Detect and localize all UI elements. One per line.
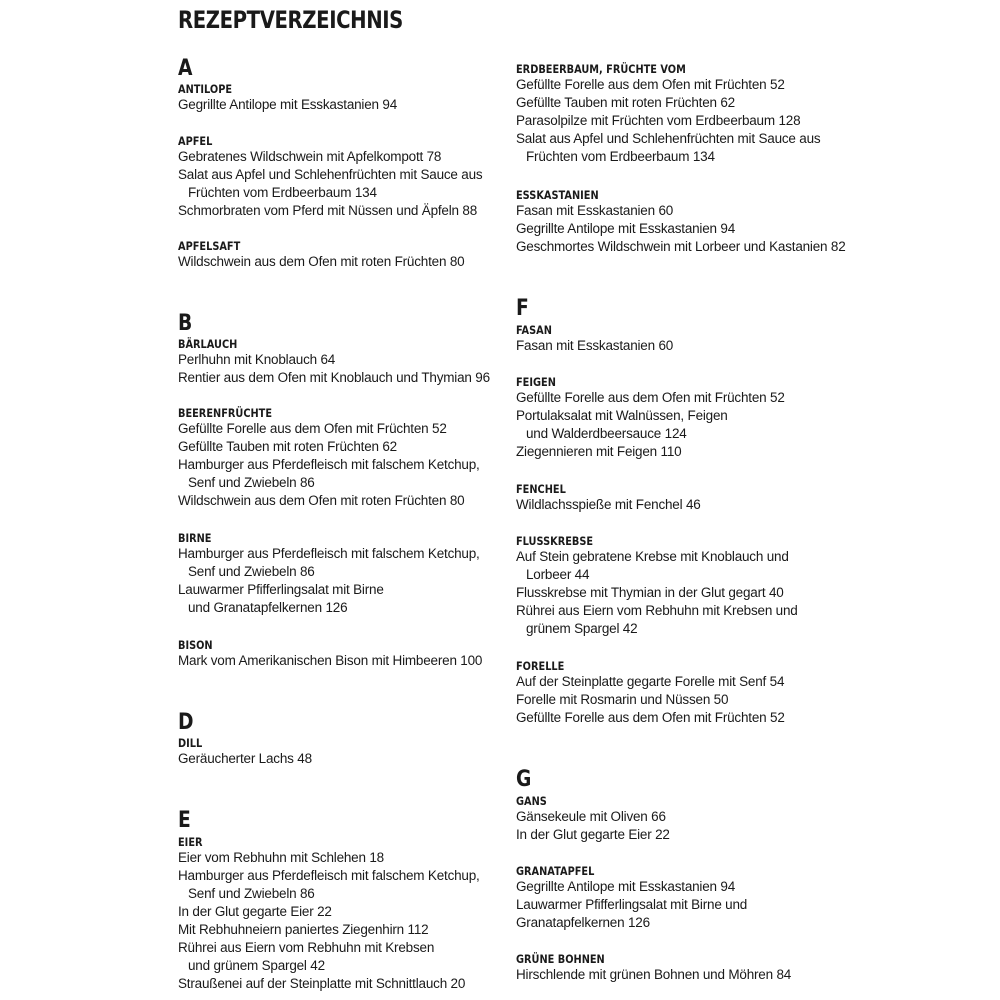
recipe-line: Lauwarmer Pfifferlingsalat mit Birne (178, 582, 384, 597)
index-keyword: EIER (178, 835, 203, 849)
index-keyword: GRANATAPFEL (516, 864, 595, 878)
recipe-line: Granatapfelkernen 126 (516, 915, 650, 930)
recipe-line: Gegrillte Antilope mit Esskastanien 94 (178, 97, 398, 112)
recipe-line: Gefüllte Forelle aus dem Ofen mit Früchten 52 (516, 77, 785, 92)
index-keyword: FASAN (516, 323, 552, 337)
index-keyword: ANTILOPE (178, 82, 233, 96)
recipe-line: Gefüllte Tauben mit roten Früchten 62 (178, 439, 397, 454)
recipe-line: Lauwarmer Pfifferlingsalat mit Birne und (516, 897, 748, 912)
recipe-line: Salat aus Apfel und Schlehenfrüchten mit Sauce aus (516, 131, 821, 146)
index-entry (516, 62, 856, 166)
index-entry (516, 952, 856, 984)
recipe-line: Früchten vom Erdbeerbaum 134 (526, 149, 715, 164)
index-entry (178, 134, 518, 220)
index-entry (516, 794, 856, 844)
recipe-line: Eier vom Rebhuhn mit Schlehen 18 (178, 850, 384, 865)
recipe-line: Portulaksalat mit Walnüssen, Feigen (516, 408, 728, 423)
recipe-line: Fasan mit Esskastanien 60 (516, 338, 674, 353)
recipe-line: Mit Rebhuhneiern paniertes Ziegenhirn 112 (178, 922, 429, 937)
recipe-line: Rührei aus Eiern vom Rebhuhn mit Krebsen (178, 940, 435, 955)
index-entry (516, 323, 856, 355)
index-entry (516, 659, 856, 727)
letter-heading: G (516, 767, 532, 792)
index-keyword: ESSKASTANIEN (516, 188, 599, 202)
recipe-line: Senf und Zwiebeln 86 (188, 564, 315, 579)
recipe-line: Fasan mit Esskastanien 60 (516, 203, 674, 218)
recipe-line: Gefüllte Tauben mit roten Früchten 62 (516, 95, 735, 110)
recipe-line: Parasolpilze mit Früchten vom Erdbeerbaum 128 (516, 113, 801, 128)
index-entry (516, 864, 856, 932)
index-entry (178, 82, 518, 114)
letter-heading: E (178, 808, 191, 833)
recipe-line: Hamburger aus Pferdefleisch mit falschem Ketchup, (178, 457, 480, 472)
recipe-line: Gegrillte Antilope mit Esskastanien 94 (516, 879, 736, 894)
recipe-line: Wildschwein aus dem Ofen mit roten Früchten 80 (178, 254, 465, 269)
recipe-line: Gefüllte Forelle aus dem Ofen mit Früchten 52 (516, 390, 785, 405)
index-entry (178, 638, 518, 670)
recipe-line: Gefüllte Forelle aus dem Ofen mit Früchten 52 (516, 710, 785, 725)
index-keyword: FEIGEN (516, 375, 556, 389)
recipe-line: Senf und Zwiebeln 86 (188, 475, 315, 490)
letter-heading: D (178, 710, 194, 735)
index-keyword: BÄRLAUCH (178, 337, 238, 351)
index-keyword: ERDBEERBAUM, FRÜCHTE VOM (516, 62, 686, 76)
recipe-line: Schmorbraten vom Pferd mit Nüssen und Äpfeln 88 (178, 203, 478, 218)
index-entry (516, 482, 856, 514)
recipe-line: Geräucherter Lachs 48 (178, 751, 312, 766)
index-keyword: DILL (178, 736, 203, 750)
page-title: REZEPTVERZEICHNIS (178, 6, 403, 34)
index-entry (516, 188, 856, 256)
recipe-line: Hamburger aus Pferdefleisch mit falschem Ketchup, (178, 546, 480, 561)
recipe-line: und Granatapfelkernen 126 (188, 600, 348, 615)
recipe-line: Gänsekeule mit Oliven 66 (516, 809, 666, 824)
index-entry (178, 736, 518, 768)
recipe-line: Mark vom Amerikanischen Bison mit Himbeeren 100 (178, 653, 483, 668)
recipe-line: Straußenei auf der Steinplatte mit Schnittlauch 20 (178, 976, 466, 991)
letter-heading: B (178, 311, 193, 336)
recipe-line: grünem Spargel 42 (526, 621, 638, 636)
index-keyword: GRÜNE BOHNEN (516, 952, 605, 966)
index-keyword: BEERENFRÜCHTE (178, 406, 273, 420)
recipe-line: Perlhuhn mit Knoblauch 64 (178, 352, 336, 367)
recipe-line: Lorbeer 44 (526, 567, 590, 582)
recipe-line: Auf der Steinplatte gegarte Forelle mit Senf 54 (516, 674, 785, 689)
index-keyword: FLUSSKREBSE (516, 534, 594, 548)
recipe-line: Wildlachsspieße mit Fenchel 46 (516, 497, 701, 512)
index-entry (178, 835, 518, 993)
recipe-line: Senf und Zwiebeln 86 (188, 886, 315, 901)
index-keyword: APFELSAFT (178, 239, 241, 253)
recipe-line: Geschmortes Wildschwein mit Lorbeer und Kastanien 82 (516, 239, 846, 254)
recipe-line: In der Glut gegarte Eier 22 (178, 904, 332, 919)
index-entry (516, 534, 856, 638)
recipe-line: und Walderdbeersauce 124 (526, 426, 687, 441)
recipe-line: Salat aus Apfel und Schlehenfrüchten mit Sauce aus (178, 167, 483, 182)
index-entry (178, 406, 518, 510)
recipe-line: Früchten vom Erdbeerbaum 134 (188, 185, 377, 200)
index-keyword: APFEL (178, 134, 213, 148)
recipe-line: Rentier aus dem Ofen mit Knoblauch und Thymian 96 (178, 370, 490, 385)
recipe-line: Rührei aus Eiern vom Rebhuhn mit Krebsen und (516, 603, 798, 618)
recipe-line: Ziegennieren mit Feigen 110 (516, 444, 682, 459)
recipe-line: Auf Stein gebratene Krebse mit Knoblauch und (516, 549, 789, 564)
index-entry (178, 239, 518, 271)
recipe-line: Flusskrebse mit Thymian in der Glut gegart 40 (516, 585, 784, 600)
recipe-line: In der Glut gegarte Eier 22 (516, 827, 670, 842)
recipe-line: Gebratenes Wildschwein mit Apfelkompott 78 (178, 149, 442, 164)
index-keyword: GANS (516, 794, 547, 808)
index-keyword: BISON (178, 638, 213, 652)
index-entry (178, 337, 518, 387)
recipe-line: Hamburger aus Pferdefleisch mit falschem Ketchup, (178, 868, 480, 883)
recipe-line: Forelle mit Rosmarin und Nüssen 50 (516, 692, 729, 707)
recipe-line: Wildschwein aus dem Ofen mit roten Früchten 80 (178, 493, 465, 508)
recipe-line: Gefüllte Forelle aus dem Ofen mit Früchten 52 (178, 421, 447, 436)
index-entry (178, 531, 518, 617)
recipe-line: Hirschlende mit grünen Bohnen und Möhren 84 (516, 967, 792, 982)
index-keyword: FENCHEL (516, 482, 566, 496)
letter-heading: F (516, 296, 529, 321)
recipe-line: und grünem Spargel 42 (188, 958, 325, 973)
index-entry (516, 375, 856, 461)
recipe-line: Gegrillte Antilope mit Esskastanien 94 (516, 221, 736, 236)
index-keyword: FORELLE (516, 659, 565, 673)
letter-heading: A (178, 56, 193, 81)
index-keyword: BIRNE (178, 531, 212, 545)
